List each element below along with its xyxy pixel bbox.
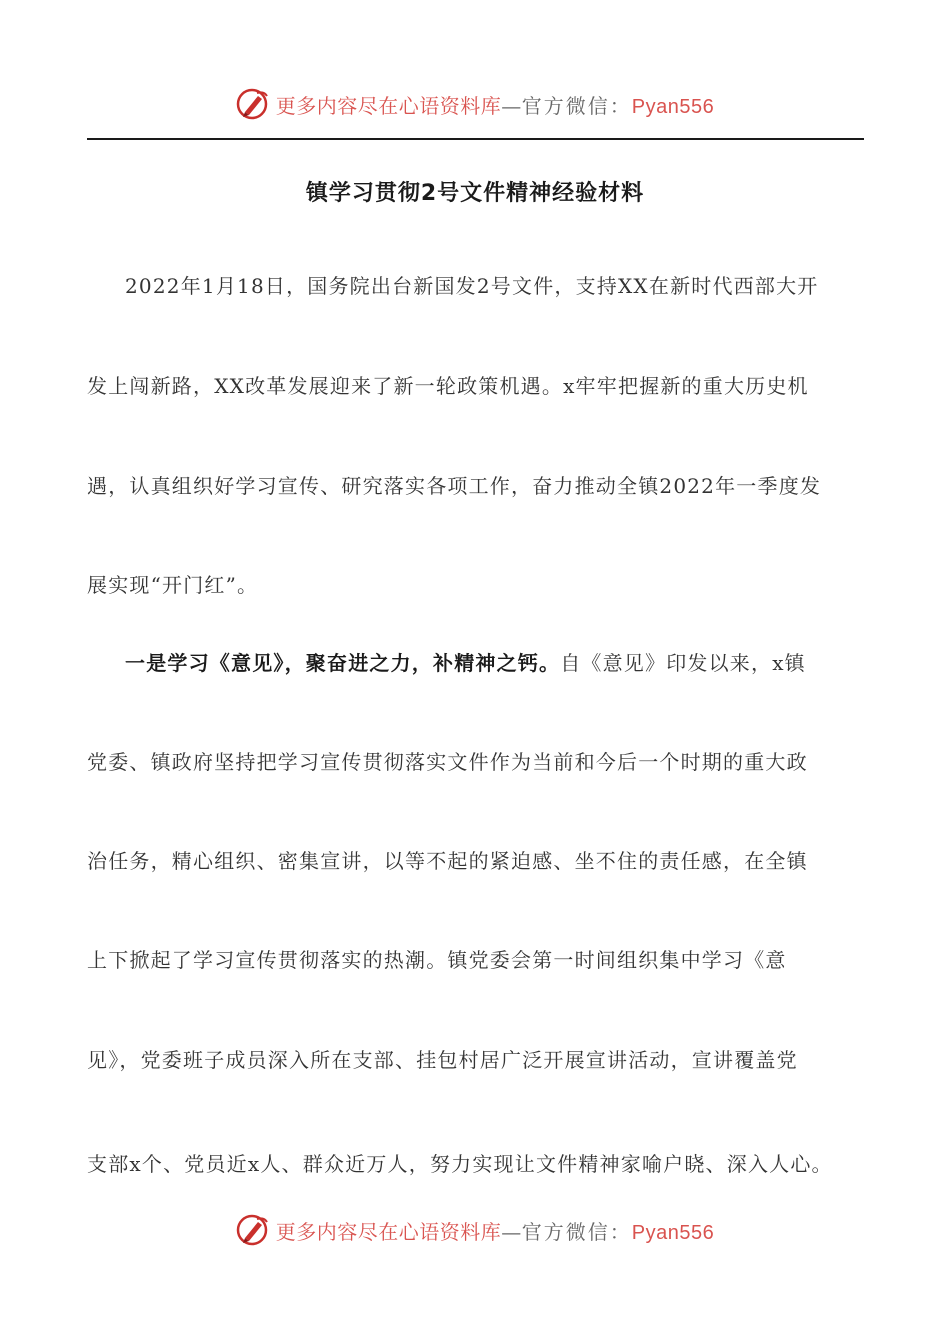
brand-text: 更多内容尽在心语资料库	[275, 93, 502, 118]
pen-logo-icon	[236, 1213, 270, 1247]
footer-banner	[0, 1210, 950, 1250]
section-heading: 一是学习《意见》，聚奋进之力，补精神之钙。	[125, 651, 561, 675]
header-banner-text	[276, 90, 714, 119]
dash-text: —	[501, 1219, 522, 1244]
wechat-account: Pyan556	[631, 95, 715, 118]
paragraph-line: 支部x个、党员近x人、群众近万人，努力实现让文件精神家喻户晓、深入人心。	[87, 1152, 833, 1176]
header-divider	[87, 138, 864, 140]
paragraph-line: 上下掀起了学习宣传贯彻落实的热潮。镇党委会第一时间组织集中学习《意	[87, 948, 787, 972]
paragraph-line: 治任务，精心组织、密集宣讲，以等不起的紧迫感、坐不住的责任感，在全镇	[87, 849, 808, 873]
document-title: 镇学习贯彻2号文件精神经验材料	[305, 181, 645, 206]
footer-banner-text	[276, 1216, 714, 1245]
paragraph-line: 党委、镇政府坚持把学习宣传贯彻落实文件作为当前和今后一个时期的重大政	[87, 750, 808, 774]
paragraph-text: 自《意见》印发以来，x镇	[560, 651, 806, 675]
wechat-label: 官方微信：	[521, 1219, 632, 1244]
paragraph-line	[125, 649, 864, 677]
pen-logo-icon	[236, 87, 270, 121]
paragraph-line: 发上闯新路，XX改革发展迎来了新一轮政策机遇。x牢牢把握新的重大历史机	[87, 374, 809, 398]
brand-text: 更多内容尽在心语资料库	[275, 1219, 502, 1244]
paragraph-line: 展实现“开门红”。	[87, 573, 259, 597]
paragraph-line: 见》，党委班子成员深入所在支部、挂包村居广泛开展宣讲活动，宣讲覆盖党	[87, 1048, 798, 1072]
paragraph-line: 遇，认真组织好学习宣传、研究落实各项工作，奋力推动全镇2022年一季度发	[87, 474, 822, 498]
dash-text: —	[501, 93, 522, 118]
header-banner	[0, 84, 950, 124]
wechat-account: Pyan556	[631, 1221, 715, 1244]
paragraph-line: 2022年1月18日，国务院出台新国发2号文件，支持XX在新时代西部大开	[125, 274, 819, 298]
wechat-label: 官方微信：	[521, 93, 632, 118]
